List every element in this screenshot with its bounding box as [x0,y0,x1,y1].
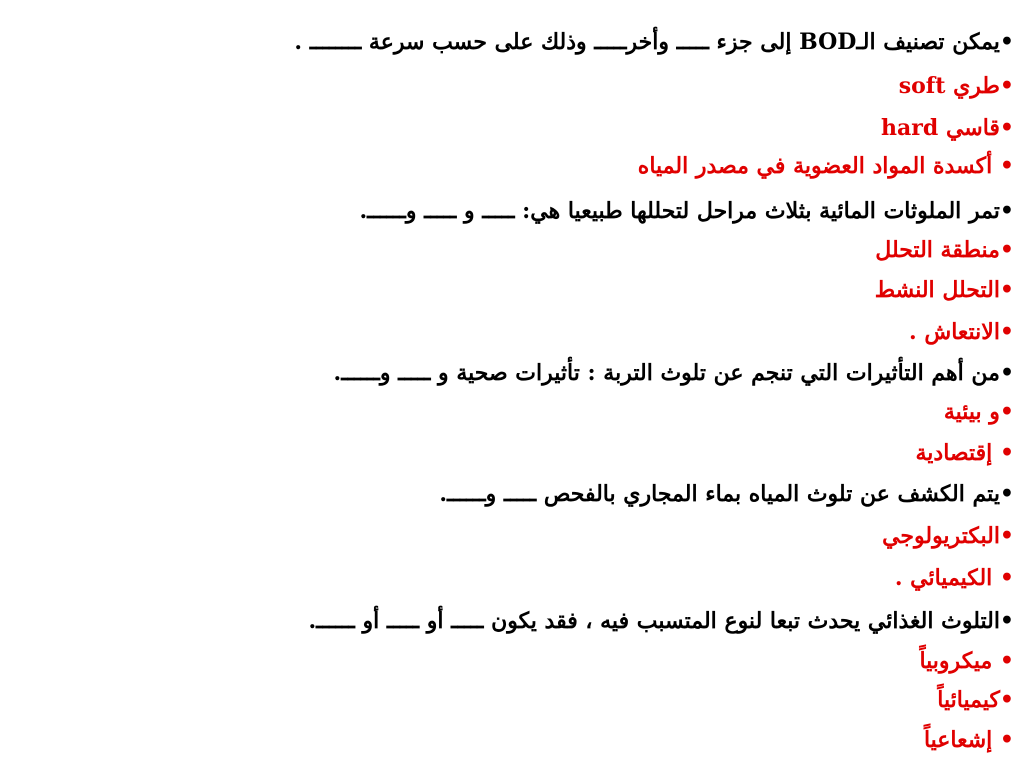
answer-line: • ميكروبياً [919,648,1014,674]
answer-line: •منطقة التحلل [875,237,1014,263]
answer-line: •طري soft [898,73,1014,99]
question-line: •التلوث الغذائي يحدث تبعا لنوع المتسبب فيه ، فقد يكون ـــــ أو ـــــ أو ــــــ. [308,608,1014,634]
answer-line: • الكيميائي . [894,565,1014,591]
answer-line: •كيميائياً [937,687,1014,713]
question-line: •تمر الملوثات المائية بثلاث مراحل لتحللها طبيعيا هي: ـــــ و ـــــ وــــــ. [359,198,1014,224]
answer-line: •التحلل النشط [874,277,1014,303]
answer-line: •قاسي hard [881,115,1014,141]
answer-line: •البكتريولوجي [882,523,1014,549]
answer-line: • إشعاعياً [923,727,1014,753]
answer-line: •و بيئية [943,399,1014,425]
question-line: •يمكن تصنيف الـBOD إلى جزء ـــــ وأخرـــــ وذلك على حسب سرعة ــــــــ . [294,29,1014,55]
question-line: •من أهم التأثيرات التي تنجم عن تلوث التربة : تأثيرات صحية و ـــــ وــــــ. [333,360,1014,386]
question-line: •يتم الكشف عن تلوث المياه بماء المجاري بالفحص ـــــ وــــــ. [439,481,1014,507]
answer-line: •الانتعاش . [909,319,1014,345]
answer-line: • أكسدة المواد العضوية في مصدر المياه [637,153,1014,179]
answer-line: • إقتصادية [915,440,1014,466]
